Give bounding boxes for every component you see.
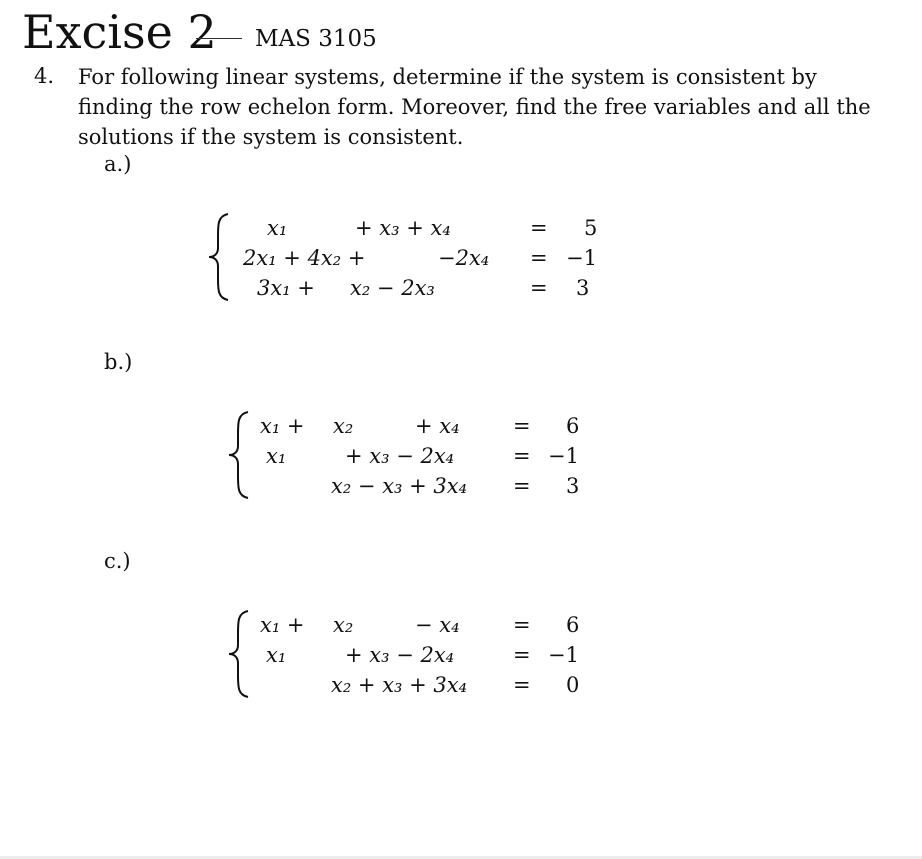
part-a-eq1-equals: = <box>530 216 548 240</box>
part-b-eq2-rhs: −1 <box>548 444 579 468</box>
part-a-eq3-term1: 3x₁ + <box>257 276 315 300</box>
part-c-eq3-equals: = <box>513 673 531 697</box>
part-a-eq2-rhs: −1 <box>566 246 597 270</box>
part-a-label: a.) <box>104 152 132 176</box>
part-b-eq1-term1: x₁ + <box>260 414 305 438</box>
problem-number: 4. <box>34 64 55 88</box>
part-b-eq2-term2: + x₃ − 2x₄ <box>345 444 455 468</box>
title-dash <box>196 38 242 39</box>
part-a-eq2-equals: = <box>530 246 548 270</box>
part-c-eq1-rhs: 6 <box>566 613 580 637</box>
part-c-eq1-term3: − x₄ <box>415 613 460 637</box>
part-c-eq2-term2: + x₃ − 2x₄ <box>345 643 455 667</box>
part-a-brace <box>206 212 232 302</box>
part-b-eq3-equals: = <box>513 474 531 498</box>
part-a-eq1-rhs: 5 <box>584 216 598 240</box>
part-b-eq1-term2: x₂ <box>333 414 354 438</box>
part-c-label: c.) <box>104 549 131 573</box>
part-b-brace <box>226 410 252 500</box>
part-c-eq1-term1: x₁ + <box>260 613 305 637</box>
document-title: Excise 2 <box>22 5 217 59</box>
part-b-eq2-term1: x₁ <box>266 444 287 468</box>
part-b-eq1-term3: + x₄ <box>415 414 460 438</box>
part-a-eq2-term1: 2x₁ + 4x₂ + <box>243 246 366 270</box>
part-a-eq3-equals: = <box>530 276 548 300</box>
course-code: MAS 3105 <box>255 26 377 52</box>
part-a-eq1-term1: x₁ <box>267 216 288 240</box>
part-c-eq2-equals: = <box>513 643 531 667</box>
part-b-eq3-rhs: 3 <box>566 474 580 498</box>
part-b-eq3-term1: x₂ − x₃ + 3x₄ <box>331 474 468 498</box>
part-b-eq2-equals: = <box>513 444 531 468</box>
part-b-eq1-equals: = <box>513 414 531 438</box>
part-a-eq3-term2: x₂ − 2x₃ <box>350 276 435 300</box>
part-b-label: b.) <box>104 350 133 374</box>
part-c-eq2-term1: x₁ <box>266 643 287 667</box>
problem-text: For following linear systems, determine if the system is consistent by finding the row echelon form. Moreover, find the free variables and all the solutions if the system is consistent. <box>78 65 871 149</box>
part-c-eq3-rhs: 0 <box>566 673 580 697</box>
part-a-eq2-term2: −2x₄ <box>438 246 490 270</box>
part-b-eq1-rhs: 6 <box>566 414 580 438</box>
part-c-eq1-equals: = <box>513 613 531 637</box>
part-c-eq2-rhs: −1 <box>548 643 579 667</box>
part-c-brace <box>226 609 252 699</box>
part-c-eq1-term2: x₂ <box>333 613 354 637</box>
part-a-eq3-rhs: 3 <box>576 276 590 300</box>
part-a-eq1-term2: + x₃ + x₄ <box>355 216 451 240</box>
part-c-eq3-term1: x₂ + x₃ + 3x₄ <box>331 673 468 697</box>
